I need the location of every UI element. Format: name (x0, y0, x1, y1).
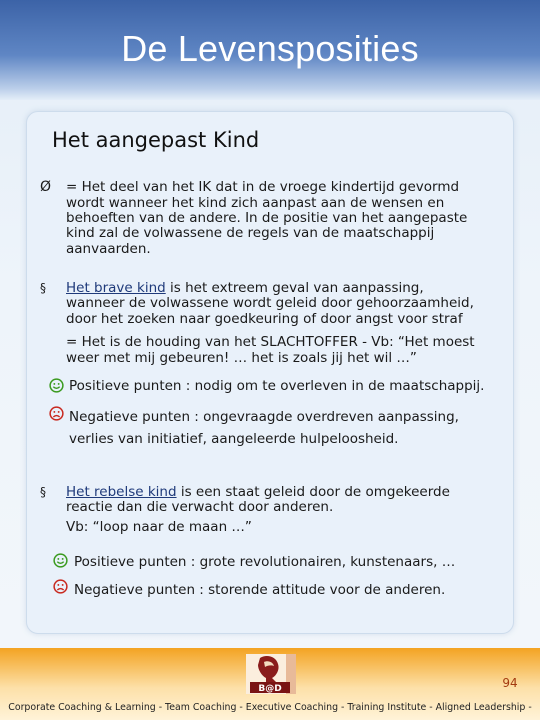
brave-example-line-1: = Het is de houding van het SLACHTOFFER - Vb: “Het moest (66, 334, 475, 350)
brave-line-3: door het zoeken naar goedkeuring of door angst voor straf (66, 311, 463, 327)
bd-logo-icon (246, 654, 296, 694)
brave-kind-term[interactable]: Het brave kind (66, 280, 166, 296)
brave-line-1-rest: is het extreem geval van aanpassing, (165, 280, 424, 296)
smiley-happy-icon (53, 553, 68, 568)
section-title: Het aangepast Kind (52, 128, 260, 152)
brave-negative-line-2: verlies van initiatief, aangeleerde hulpeloosheid. (69, 431, 399, 447)
logo-text: B@D (258, 684, 282, 694)
section-bullet-icon: § (40, 485, 46, 499)
arrow-bullet-icon: Ø (40, 179, 52, 195)
smiley-happy-icon (49, 378, 64, 393)
intro-line-3: behoeften van de andere. In de positie van het aangepaste (66, 210, 468, 226)
brave-example-line-2: weer met mij gebeuren! … het is zoals jij het wil …” (66, 350, 417, 366)
rebels-kind-term[interactable]: Het rebelse kind (66, 484, 177, 500)
slide-header (0, 0, 540, 100)
page-number: 94 (502, 676, 518, 690)
section-bullet-icon: § (40, 281, 46, 295)
intro-line-2: wordt wanneer het kind zich aanpast aan de wensen en (66, 195, 445, 211)
rebels-line-2: reactie dan die verwacht door anderen. (66, 499, 334, 515)
brave-line-2: wanneer de volwassene wordt geleid door gehoorzaamheid, (66, 295, 474, 311)
slide-title: De Levensposities (121, 28, 419, 69)
rebels-negative-text: Negatieve punten : storende attitude voor de anderen. (74, 582, 446, 598)
rebels-positive-text: Positieve punten : grote revolutionairen, kunstenaars, … (74, 554, 456, 570)
smiley-sad-icon (53, 579, 68, 594)
intro-line-4: kind zal de volwassene de regels van de maatschappij (66, 225, 435, 241)
intro-line-5: aanvaarden. (66, 241, 151, 257)
brave-positive-text: Positieve punten : nodig om te overleven in de maatschappij. (69, 378, 485, 394)
footer-text: Corporate Coaching & Learning - Team Coaching - Executive Coaching - Training Institute - Aligned Leadership - (8, 702, 532, 713)
smiley-sad-icon (49, 406, 64, 421)
rebels-line-1-rest: is een staat geleid door de omgekeerde (176, 484, 450, 500)
intro-line-1: = Het deel van het IK dat in de vroege kindertijd gevormd (66, 179, 460, 195)
rebels-line-3: Vb: “loop naar de maan …” (66, 519, 252, 535)
brave-negative-line-1: Negatieve punten : ongevraagde overdreven aanpassing, (69, 409, 459, 425)
